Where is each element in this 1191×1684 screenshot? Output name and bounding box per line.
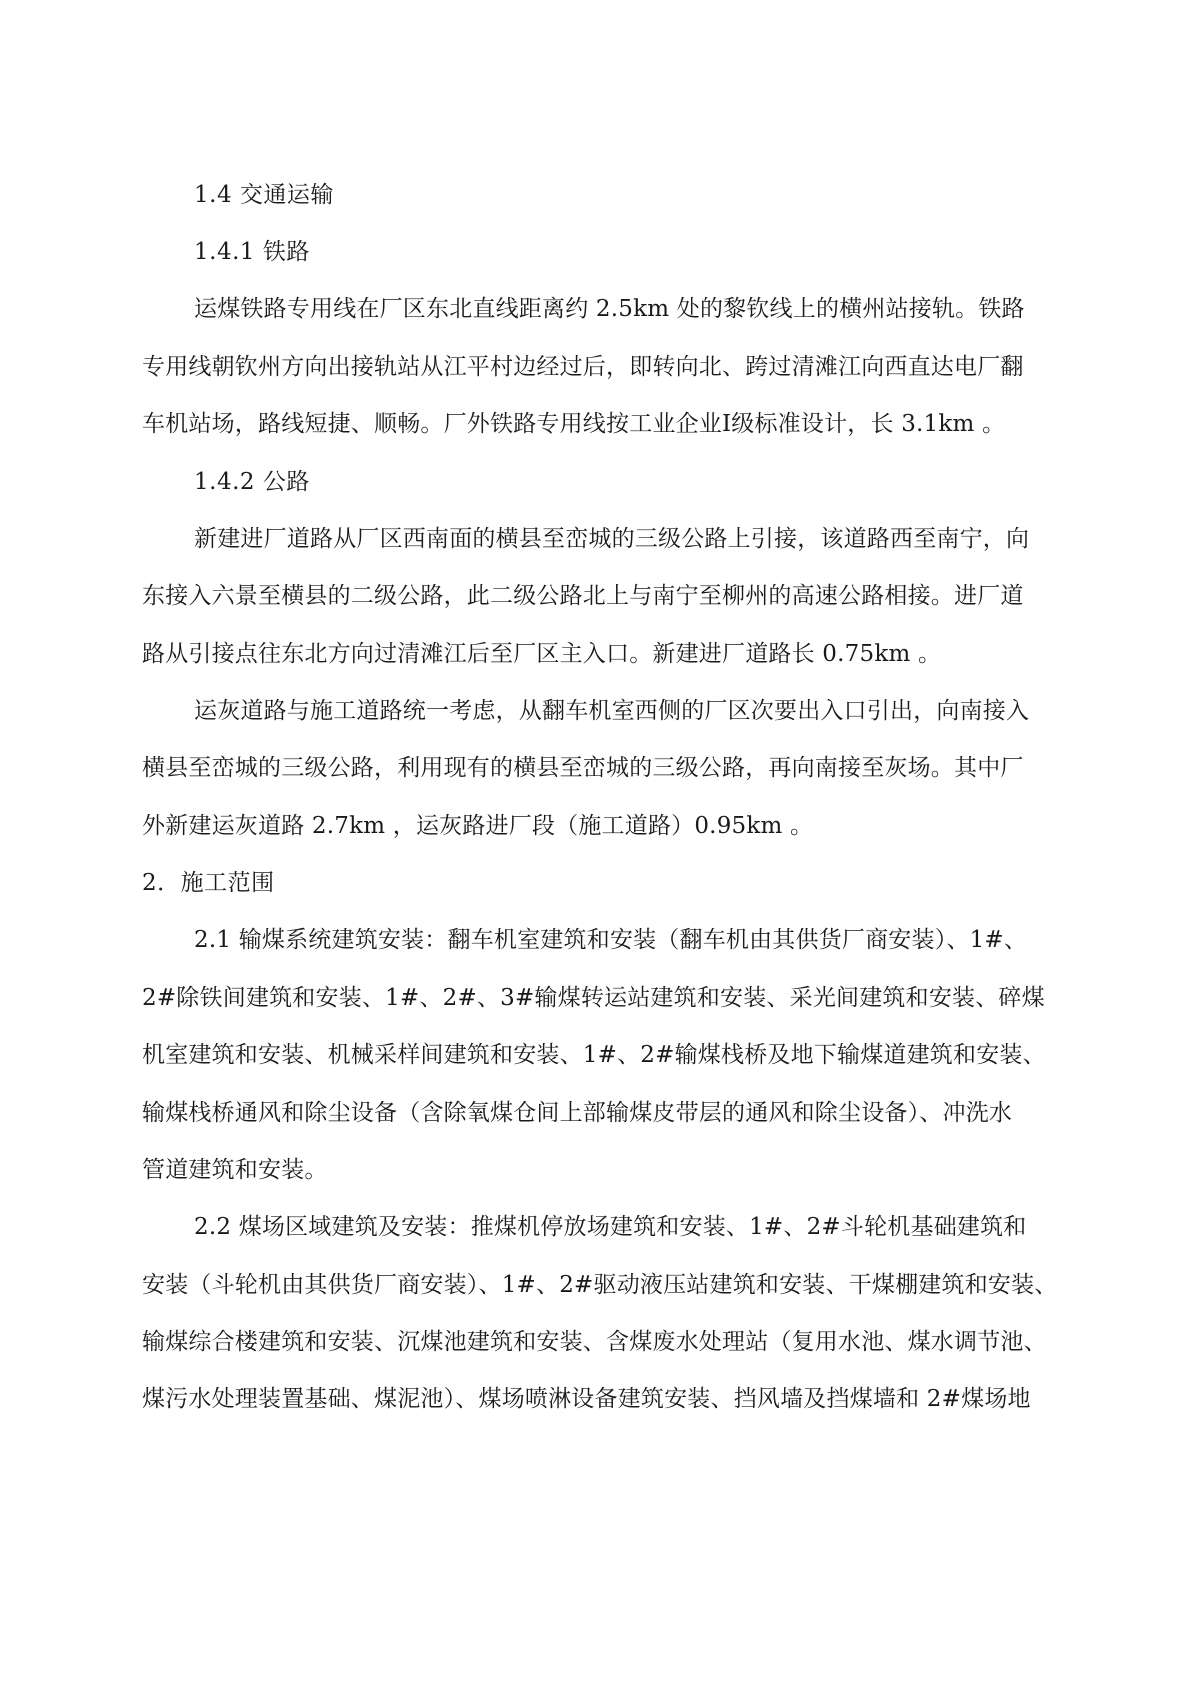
paragraph-line: 运煤铁路专用线在厂区东北直线距离约 2.5km 处的黎钦线上的横州站接轨。铁路 — [194, 296, 1025, 322]
paragraph-line: 新建进厂道路从厂区西南面的横县至峦城的三级公路上引接，该道路西至南宁，向 — [194, 526, 1030, 552]
paragraph-line: 东接入六景至横县的二级公路，此二级公路北上与南宁至柳州的高速公路相接。进厂道 — [142, 583, 1024, 609]
paragraph-line: 横县至峦城的三级公路，利用现有的横县至峦城的三级公路，再向南接至灰场。其中厂 — [142, 755, 1024, 781]
paragraph-line: 2#除铁间建筑和安装、1#、2#、3#输煤转运站建筑和安装、采光间建筑和安装、碎煤 — [142, 985, 1045, 1011]
paragraph-line: 路从引接点往东北方向过清滩江后至厂区主入口。新建进厂道路长 0.75km 。 — [142, 641, 942, 667]
section-heading-2: 2．施工范围 — [142, 870, 275, 896]
paragraph-line: 输煤综合楼建筑和安装、沉煤池建筑和安装、含煤废水处理站（复用水池、煤水调节池、 — [142, 1329, 1047, 1355]
paragraph-line: 安装（斗轮机由其供货厂商安装）、1#、2#驱动液压站建筑和安装、干煤棚建筑和安装、 — [142, 1272, 1058, 1298]
section-heading-1-4: 1.4 交通运输 — [194, 182, 334, 208]
section-heading-1-4-2: 1.4.2 公路 — [194, 469, 310, 495]
paragraph-line: 运灰道路与施工道路统一考虑，从翻车机室西侧的厂区次要出入口引出，向南接入 — [194, 698, 1030, 724]
paragraph-line: 2.2 煤场区域建筑及安装：推煤机停放场建筑和安装、1#、2#斗轮机基础建筑和 — [194, 1214, 1027, 1240]
paragraph-line: 车机站场，路线短捷、顺畅。厂外铁路专用线按工业企业Ⅰ级标准设计，长 3.1km 。 — [142, 411, 1006, 437]
paragraph-line: 管道建筑和安装。 — [142, 1157, 328, 1183]
paragraph-line: 输煤栈桥通风和除尘设备（含除氧煤仓间上部输煤皮带层的通风和除尘设备）、冲洗水 — [142, 1100, 1013, 1126]
paragraph-line: 机室建筑和安装、机械采样间建筑和安装、1#、2#输煤栈桥及地下输煤道建筑和安装、 — [142, 1042, 1046, 1068]
section-heading-1-4-1: 1.4.1 铁路 — [194, 239, 310, 265]
paragraph-line: 2.1 输煤系统建筑安装：翻车机室建筑和安装（翻车机由其供货厂商安装）、1#、 — [194, 927, 1028, 953]
paragraph-line: 外新建运灰道路 2.7km ，运灰路进厂段（施工道路）0.95km 。 — [142, 813, 814, 839]
paragraph-line: 煤污水处理装置基础、煤泥池）、煤场喷淋设备建筑安装、挡风墙及挡煤墙和 2#煤场地 — [142, 1386, 1031, 1412]
paragraph-line: 专用线朝钦州方向出接轨站从江平村边经过后，即转向北、跨过清滩江向西直达电厂翻 — [142, 354, 1024, 380]
